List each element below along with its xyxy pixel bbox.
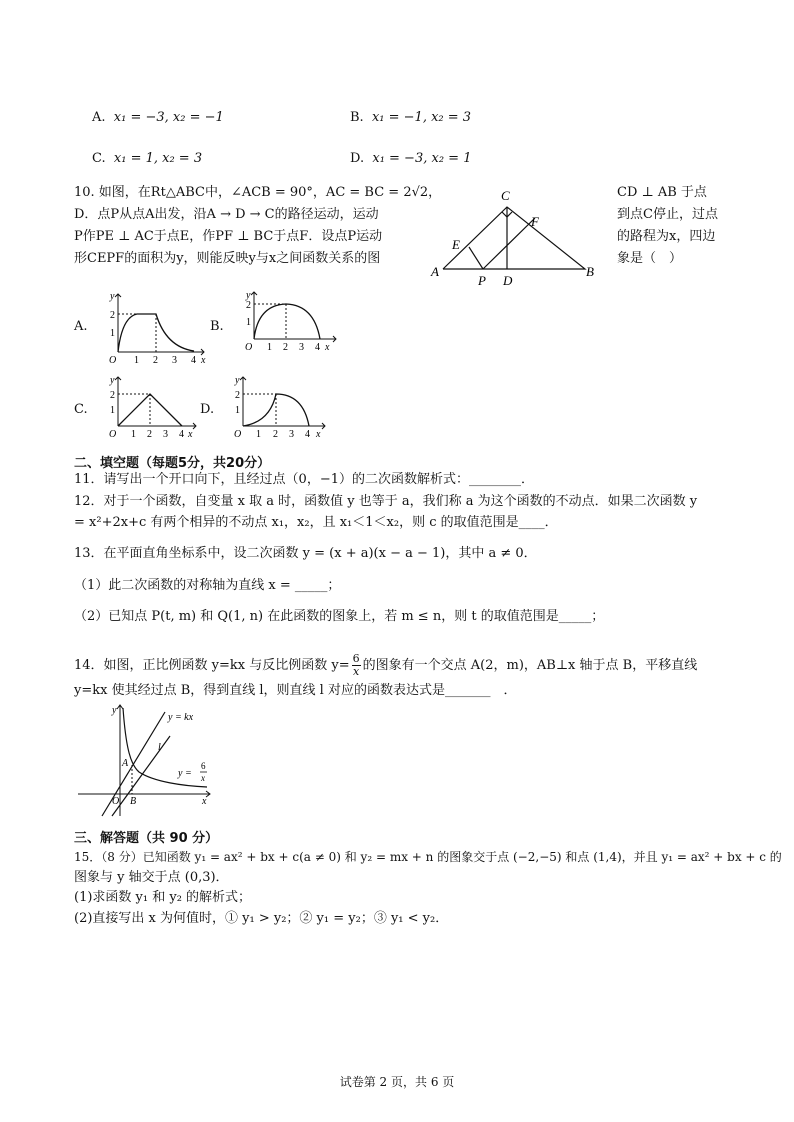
q14-fig-o: O — [112, 796, 120, 807]
fig-label-d: D — [503, 273, 513, 288]
graph-b-x: x — [325, 342, 330, 353]
q10-line1-right: CD ⊥ AB 于点 — [617, 185, 707, 200]
q13-text: 13．在平面直角坐标系中，设二次函数 y = (x + a)(x − a − 1)，其中 a ≠ 0． — [74, 546, 537, 561]
q10-line4: 形CEPF的面积为y，则能反映y与x之间函数关系的图 — [74, 251, 381, 266]
graph-c-tick-y2: 2 — [110, 390, 115, 401]
graph-a-tick-x2: 2 — [153, 355, 158, 366]
q14-fig-xden: x — [201, 773, 205, 783]
q14-fig-l: l — [158, 742, 161, 753]
q14-line1-start: 14．如图，正比例函数 y=kx 与反比例函数 y= — [74, 658, 350, 673]
fig-label-f: F — [531, 214, 539, 229]
q15-part1: (1)求函数 y₁ 和 y₂ 的解析式； — [74, 890, 252, 905]
graph-d-x: x — [316, 429, 321, 440]
q12-line1: 12．对于一个函数，自变量 x 取 a 时，函数值 y 也等于 a，我们称 a 为这个函数的不动点．如果二次函数 y — [74, 494, 698, 509]
page-footer: 试卷第 2 页，共 6 页 — [339, 1075, 455, 1089]
q14-fig-x: x — [202, 796, 207, 807]
graph-a-tick-x1: 1 — [134, 355, 139, 366]
graph-a-y: y — [110, 291, 115, 302]
graph-c-tick-y1: 1 — [110, 405, 115, 416]
graph-b-tick-x3: 3 — [299, 342, 304, 353]
graph-b-y: y — [246, 290, 251, 301]
q14-fig-a: A — [122, 758, 129, 769]
graph-d-tick-x2: 2 — [273, 429, 278, 440]
q15-part2: (2)直接写出 x 为何值时，① y₁ > y₂；② y₁ = y₂；③ y₁ < y₂． — [74, 911, 449, 926]
fig-label-c: C — [501, 188, 510, 203]
fig-label-e: E — [452, 237, 460, 252]
q13-part2: （2）已知点 P(t, m) 和 Q(1, n) 在此函数的图象上，若 m ≤ n，则 t 的取值范围是_____； — [74, 609, 605, 624]
graph-a-x: x — [201, 355, 206, 366]
graph-d-tick-y2: 2 — [235, 390, 240, 401]
section3-heading: 三、解答题（共 90 分） — [74, 831, 219, 846]
q14-line1 — [74, 653, 697, 678]
q14-fig-b: B — [130, 796, 137, 807]
q10-line2-right: 到点C停止，过点 — [617, 207, 718, 222]
graph-d-tick-x4: 4 — [305, 429, 310, 440]
graph-c-tick-x1: 1 — [131, 429, 136, 440]
q9-option-d: D. x₁ = −3, x₂ = 1 — [350, 151, 472, 166]
q10-line3-right: 的路程为x，四边 — [617, 229, 716, 244]
q10-line1: 10. 如图，在Rt△ABC中，∠ACB = 90°，AC = BC = 2√2， — [74, 185, 442, 200]
graph-c-y: y — [110, 375, 115, 386]
q10-choice-c: C. — [74, 402, 88, 417]
q10-triangle-figure — [425, 185, 610, 290]
q14-line2: y=kx 使其经过点 B，得到直线 l，则直线 l 对应的函数表达式是_______ ． — [74, 683, 517, 698]
q14-fig-y: y — [112, 705, 117, 716]
graph-a-tick-y2: 2 — [110, 310, 115, 321]
q11-text: 11．请写出一个开口向下，且经过点（0，−1）的二次函数解析式：________． — [74, 472, 534, 487]
q9-option-a: A. x₁ = −3, x₂ = −1 — [92, 110, 224, 125]
graph-c-origin: O — [109, 429, 117, 440]
graph-b-origin: O — [245, 342, 253, 353]
graph-d-y: y — [235, 375, 240, 386]
q14-frac-den: x — [353, 665, 360, 678]
q10-graph-c — [100, 372, 210, 442]
graph-d-tick-y1: 1 — [235, 405, 240, 416]
graph-d-tick-x3: 3 — [289, 429, 294, 440]
graph-b-tick-y1: 1 — [246, 317, 251, 328]
graph-b-tick-x1: 1 — [267, 342, 272, 353]
q14-fig-yfrac: y = — [178, 768, 192, 779]
q14-figure — [74, 700, 219, 822]
q10-choice-b: B. — [210, 319, 224, 334]
q14-fraction — [352, 653, 361, 678]
graph-b-tick-x2: 2 — [283, 342, 288, 353]
q12-line2: = x²+2x+c 有两个相异的不动点 x₁，x₂，且 x₁＜1＜x₂，则 c 的取值范围是____． — [74, 515, 558, 530]
q10-graph-b — [236, 287, 351, 367]
graph-c-tick-x4: 4 — [179, 429, 184, 440]
q14-fig-six: 6 — [201, 761, 206, 771]
graph-a-origin: O — [109, 355, 117, 366]
graph-d-origin: O — [234, 429, 242, 440]
q10-line2: D．点P从点A出发，沿A → D → C的路径运动，运动 — [74, 207, 379, 222]
q15-line1: 15．（8 分）已知函数 y₁ = ax² + bx + c(a ≠ 0) 和 y₂ = mx + n 的图象交于点 (−2,−5) 和点 (1,4)，并且 y₁ = ax² + bx + c 的 — [74, 850, 782, 864]
graph-a-tick-x3: 3 — [172, 355, 177, 366]
fig-label-b: B — [586, 264, 594, 279]
q9-option-b: B. x₁ = −1, x₂ = 3 — [350, 110, 472, 125]
q13-part1: （1）此二次函数的对称轴为直线 x = _____； — [74, 578, 341, 593]
q14-fig-ykx: y = kx — [168, 712, 194, 723]
q14-frac-num: 6 — [352, 652, 360, 665]
graph-d-tick-x1: 1 — [256, 429, 261, 440]
graph-a-tick-y1: 1 — [110, 328, 115, 339]
q10-graph-d — [225, 372, 335, 442]
fig-label-p: P — [478, 273, 486, 288]
q10-choice-a: A. — [74, 319, 88, 334]
q14-line1-end: 的图象有一个交点 A(2，m)，AB⊥x 轴于点 B，平移直线 — [362, 658, 698, 673]
q10-line4-right: 象是（ ） — [617, 251, 683, 266]
graph-c-tick-x3: 3 — [163, 429, 168, 440]
q9-option-c: C. x₁ = 1, x₂ = 3 — [92, 151, 203, 166]
graph-b-tick-y2: 2 — [246, 300, 251, 311]
q10-graph-a — [100, 287, 215, 367]
graph-c-tick-x2: 2 — [147, 429, 152, 440]
q10-choice-d: D. — [200, 402, 215, 417]
q10-line3: P作PE ⊥ AC于点E，作PF ⊥ BC于点F．设点P运动 — [74, 229, 383, 244]
q15-line2: 图象与 y 轴交于点 (0,3)． — [74, 870, 229, 885]
graph-a-tick-x4: 4 — [191, 355, 196, 366]
section2-heading: 二、填空题（每题5分，共20分） — [74, 456, 271, 471]
fig-label-a: A — [431, 264, 439, 279]
graph-c-x: x — [188, 429, 193, 440]
graph-b-tick-x4: 4 — [315, 342, 320, 353]
